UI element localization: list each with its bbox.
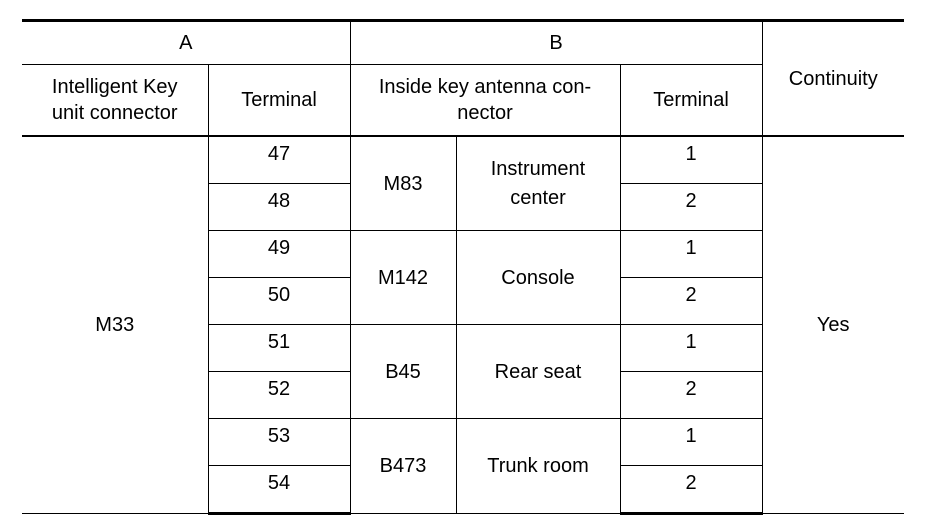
b-connector-header — [350, 65, 620, 137]
b-terminal-cell: 1 — [620, 231, 762, 278]
b-terminal-header: Terminal — [620, 65, 762, 137]
b-location-cell — [456, 419, 620, 514]
a-connector-header — [22, 65, 208, 137]
b-terminal-cell: 1 — [620, 325, 762, 372]
table-row — [22, 136, 904, 184]
b-terminal-cell: 1 — [620, 419, 762, 466]
a-connector-header-line-1: Intelligent Key — [51, 76, 178, 98]
a-connector-value: M33 — [22, 136, 208, 514]
a-terminal-cell: 48 — [208, 184, 350, 231]
continuity-header: Continuity — [762, 21, 904, 137]
a-connector-header-line-2: unit connector — [51, 102, 178, 124]
a-terminal-cell: 53 — [208, 419, 350, 466]
b-location-cell — [456, 231, 620, 325]
b-location-line: Rear seat — [494, 360, 582, 383]
b-connector-cell: M142 — [350, 231, 456, 325]
b-connector-header-line-2: nector — [457, 102, 513, 124]
b-location-cell — [456, 136, 620, 231]
b-location-line: Trunk room — [487, 455, 589, 477]
a-terminal-header: Terminal — [208, 65, 350, 137]
b-location-line: Console — [501, 266, 575, 289]
b-location-cell — [456, 325, 620, 419]
header-row-groups — [22, 21, 904, 65]
a-terminal-cell: 54 — [208, 466, 350, 514]
b-connector-header-line-1: Inside key antenna con- — [378, 76, 592, 98]
b-location-line: center — [510, 186, 566, 209]
b-terminal-cell: 2 — [620, 184, 762, 231]
b-terminal-cell: 2 — [620, 372, 762, 419]
a-terminal-cell: 47 — [208, 136, 350, 184]
b-terminal-cell: 2 — [620, 466, 762, 514]
a-terminal-cell: 50 — [208, 278, 350, 325]
b-connector-cell: B45 — [350, 325, 456, 419]
group-b-header: B — [350, 21, 762, 65]
b-connector-cell: M83 — [350, 136, 456, 231]
continuity-value: Yes — [762, 136, 904, 514]
b-terminal-cell: 2 — [620, 278, 762, 325]
b-location-line: Instrument — [490, 157, 586, 180]
a-terminal-cell: 51 — [208, 325, 350, 372]
b-connector-cell: B473 — [350, 419, 456, 514]
group-a-header: A — [22, 21, 350, 65]
a-terminal-cell: 52 — [208, 372, 350, 419]
b-terminal-cell: 1 — [620, 136, 762, 184]
a-terminal-cell: 49 — [208, 231, 350, 278]
continuity-check-table — [22, 19, 904, 515]
